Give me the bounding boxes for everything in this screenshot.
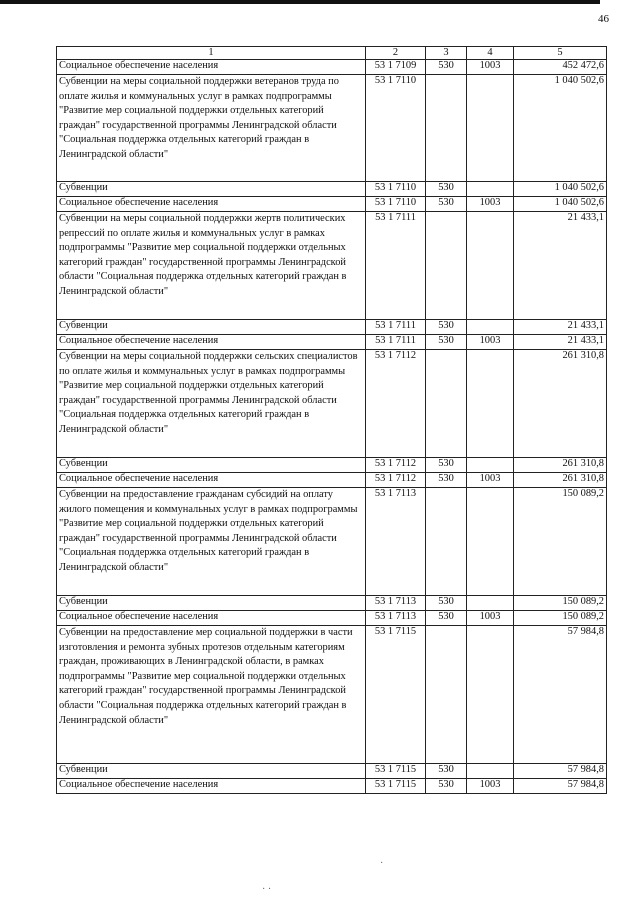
vr-cell: 530 bbox=[426, 320, 467, 335]
code-cell: 53 1 7112 bbox=[366, 473, 426, 488]
rz-cell bbox=[467, 596, 514, 611]
table-row bbox=[57, 488, 607, 596]
vr-cell: 530 bbox=[426, 764, 467, 779]
rz-cell bbox=[467, 626, 514, 764]
table-row bbox=[57, 764, 607, 779]
sum-cell: 1 040 502,6 bbox=[514, 197, 607, 212]
table-row bbox=[57, 197, 607, 212]
rz-cell: 1003 bbox=[467, 779, 514, 794]
name-cell: Субвенции на предоставление мер социальной поддержки в части изготовления и ремонта зубных протезов отдельным категориям граждан, проживающих в Ленинградской области, в рамках подпрограммы "Развитие мер социальной поддержки отдельных категорий граждан" государственной программы Ленинградской области "Социальная поддержка отдельных категорий граждан в Ленинградской области" bbox=[57, 626, 366, 764]
vr-cell bbox=[426, 212, 467, 320]
rz-cell bbox=[467, 75, 514, 182]
name-cell: Субвенции bbox=[57, 764, 366, 779]
vr-cell: 530 bbox=[426, 335, 467, 350]
vr-cell bbox=[426, 75, 467, 182]
code-cell: 53 1 7115 bbox=[366, 626, 426, 764]
sum-cell: 57 984,8 bbox=[514, 764, 607, 779]
name-cell: Субвенции bbox=[57, 458, 366, 473]
budget-table bbox=[56, 46, 607, 794]
table-row bbox=[57, 60, 607, 75]
rz-cell bbox=[467, 212, 514, 320]
name-cell: Субвенции на меры социальной поддержки сельских специалистов по оплате жилья и коммунальных услуг в рамках подпрограммы "Развитие мер социальной поддержки отдельных категорий граждан" государственной программы Ленинградской области "Социальная поддержка отдельных категорий граждан в Ленинградской области" bbox=[57, 350, 366, 458]
name-cell: Субвенции bbox=[57, 320, 366, 335]
vr-cell bbox=[426, 626, 467, 764]
rz-cell bbox=[467, 350, 514, 458]
code-cell: 53 1 7110 bbox=[366, 182, 426, 197]
code-cell: 53 1 7113 bbox=[366, 596, 426, 611]
vr-cell: 530 bbox=[426, 473, 467, 488]
rz-cell bbox=[467, 182, 514, 197]
sum-cell: 150 089,2 bbox=[514, 488, 607, 596]
rz-cell: 1003 bbox=[467, 335, 514, 350]
scan-speck: · · bbox=[262, 884, 272, 895]
code-cell: 53 1 7113 bbox=[366, 611, 426, 626]
vr-cell: 530 bbox=[426, 596, 467, 611]
name-cell: Социальное обеспечение населения bbox=[57, 473, 366, 488]
code-cell: 53 1 7115 bbox=[366, 764, 426, 779]
table-row bbox=[57, 611, 607, 626]
rz-cell: 1003 bbox=[467, 60, 514, 75]
table-row bbox=[57, 320, 607, 335]
code-cell: 53 1 7112 bbox=[366, 350, 426, 458]
sum-cell: 1 040 502,6 bbox=[514, 182, 607, 197]
rz-cell: 1003 bbox=[467, 611, 514, 626]
code-cell: 53 1 7112 bbox=[366, 458, 426, 473]
page-number: 46 bbox=[598, 13, 609, 25]
vr-cell bbox=[426, 350, 467, 458]
vr-cell: 530 bbox=[426, 182, 467, 197]
name-cell: Субвенции bbox=[57, 182, 366, 197]
header-cell: 2 bbox=[366, 47, 426, 60]
sum-cell: 21 433,1 bbox=[514, 335, 607, 350]
table-row bbox=[57, 596, 607, 611]
sum-cell: 452 472,6 bbox=[514, 60, 607, 75]
rz-cell bbox=[467, 458, 514, 473]
name-cell: Социальное обеспечение населения bbox=[57, 60, 366, 75]
name-cell: Социальное обеспечение населения bbox=[57, 611, 366, 626]
vr-cell: 530 bbox=[426, 458, 467, 473]
table-row bbox=[57, 626, 607, 764]
budget-table-body bbox=[57, 47, 607, 794]
header-cell: 1 bbox=[57, 47, 366, 60]
vr-cell bbox=[426, 488, 467, 596]
code-cell: 53 1 7111 bbox=[366, 320, 426, 335]
rz-cell: 1003 bbox=[467, 197, 514, 212]
name-cell: Социальное обеспечение населения bbox=[57, 197, 366, 212]
rz-cell bbox=[467, 764, 514, 779]
header-cell: 4 bbox=[467, 47, 514, 60]
rz-cell bbox=[467, 488, 514, 596]
table-row bbox=[57, 75, 607, 182]
top-rule bbox=[0, 0, 600, 4]
sum-cell: 21 433,1 bbox=[514, 320, 607, 335]
table-row bbox=[57, 350, 607, 458]
sum-cell: 261 310,8 bbox=[514, 350, 607, 458]
code-cell: 53 1 7111 bbox=[366, 212, 426, 320]
header-cell: 5 bbox=[514, 47, 607, 60]
rz-cell bbox=[467, 320, 514, 335]
table-header-row bbox=[57, 47, 607, 60]
sum-cell: 57 984,8 bbox=[514, 626, 607, 764]
sum-cell: 261 310,8 bbox=[514, 473, 607, 488]
name-cell: Субвенции на меры социальной поддержки жертв политических репрессий по оплате жилья и коммунальных услуг в рамках подпрограммы "Развитие мер социальной поддержки отдельных категорий граждан" государственной программы Ленинградской области "Социальная поддержка отдельных категорий граждан в Ленинградской области" bbox=[57, 212, 366, 320]
table-row bbox=[57, 335, 607, 350]
code-cell: 53 1 7113 bbox=[366, 488, 426, 596]
sum-cell: 21 433,1 bbox=[514, 212, 607, 320]
sum-cell: 261 310,8 bbox=[514, 458, 607, 473]
name-cell: Субвенции на меры социальной поддержки ветеранов труда по оплате жилья и коммунальных услуг в рамках подпрограммы "Развитие мер социальной поддержки отдельных категорий граждан" государственной программы Ленинградской области "Социальная поддержка отдельных категорий граждан в Ленинградской области" bbox=[57, 75, 366, 182]
scan-speck: · bbox=[380, 858, 384, 869]
code-cell: 53 1 7115 bbox=[366, 779, 426, 794]
table-row bbox=[57, 182, 607, 197]
vr-cell: 530 bbox=[426, 779, 467, 794]
table-row bbox=[57, 779, 607, 794]
code-cell: 53 1 7109 bbox=[366, 60, 426, 75]
code-cell: 53 1 7110 bbox=[366, 75, 426, 182]
table-row bbox=[57, 473, 607, 488]
vr-cell: 530 bbox=[426, 197, 467, 212]
name-cell: Социальное обеспечение населения bbox=[57, 335, 366, 350]
sum-cell: 150 089,2 bbox=[514, 596, 607, 611]
header-cell: 3 bbox=[426, 47, 467, 60]
code-cell: 53 1 7110 bbox=[366, 197, 426, 212]
sum-cell: 57 984,8 bbox=[514, 779, 607, 794]
sum-cell: 150 089,2 bbox=[514, 611, 607, 626]
name-cell: Субвенции bbox=[57, 596, 366, 611]
vr-cell: 530 bbox=[426, 60, 467, 75]
table-row bbox=[57, 212, 607, 320]
rz-cell: 1003 bbox=[467, 473, 514, 488]
name-cell: Социальное обеспечение населения bbox=[57, 779, 366, 794]
table-row bbox=[57, 458, 607, 473]
vr-cell: 530 bbox=[426, 611, 467, 626]
name-cell: Субвенции на предоставление гражданам субсидий на оплату жилого помещения и коммунальных услуг в рамках подпрограммы "Развитие мер социальной поддержки отдельных категорий граждан" государственной программы Ленинградской области "Социальная поддержка отдельных категорий граждан в Ленинградской области" bbox=[57, 488, 366, 596]
sum-cell: 1 040 502,6 bbox=[514, 75, 607, 182]
code-cell: 53 1 7111 bbox=[366, 335, 426, 350]
